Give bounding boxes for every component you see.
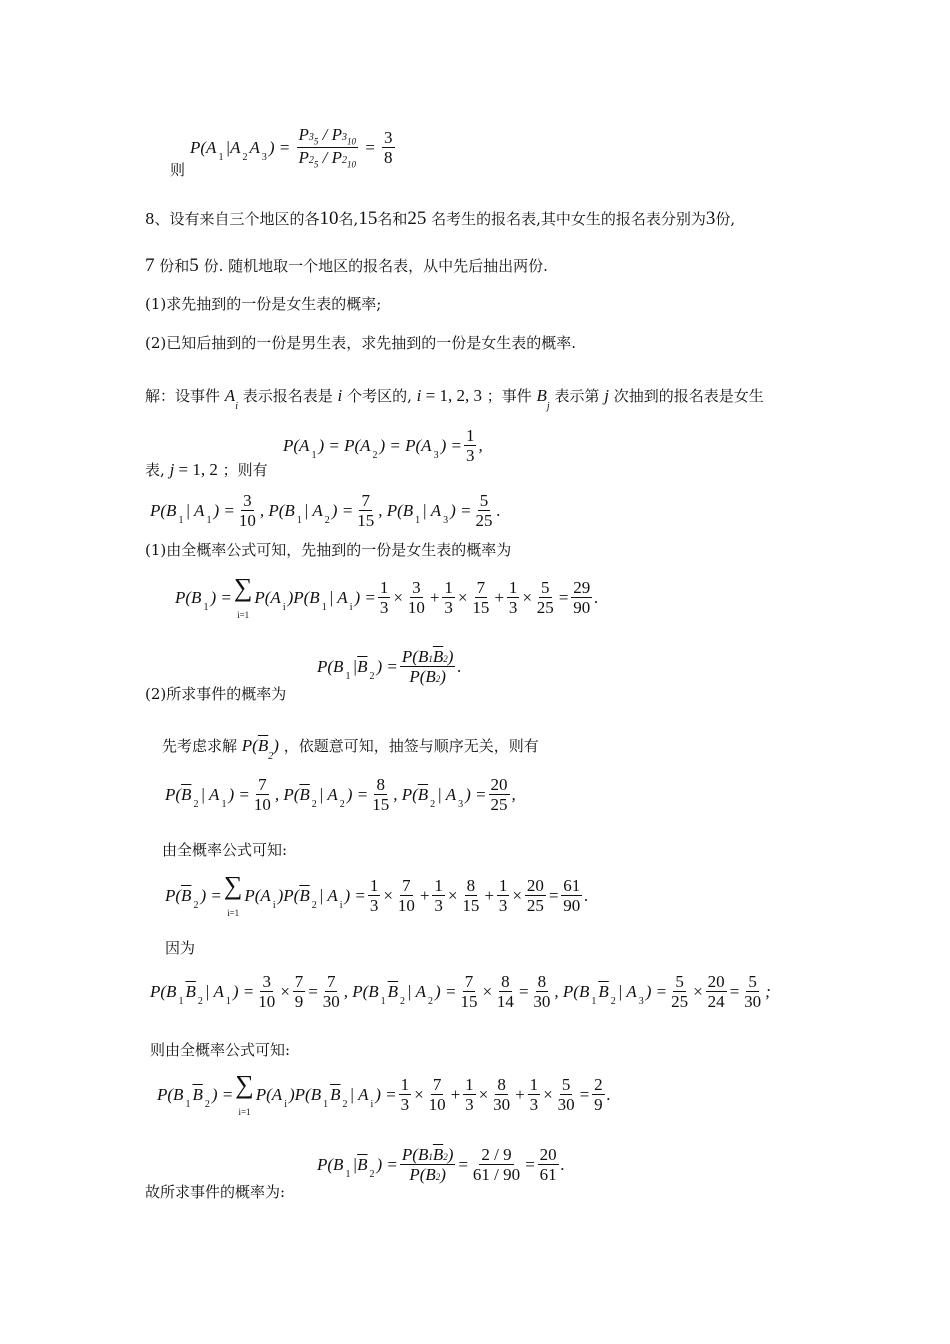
part1-text: (1)由全概率公式可知，先抽到的一份是女生表的概率为 bbox=[145, 541, 512, 559]
then-total-prob: 则由全概率公式可知: bbox=[150, 1041, 291, 1059]
q8-line1: 8、设有来自三个地区的各10名,15名和25 名考生的报名表,其中女生的报名表分别为3份, bbox=[145, 208, 736, 229]
first-consider-line: 先考虑求解 $P(\overline{B}_2)$ ，依题意可知，抽签与顺序无关，则有 bbox=[162, 736, 539, 762]
final-text: 故所求事件的概率为: bbox=[145, 1183, 286, 1201]
solution-line1: 解：设事件 $A_i$ 表示报名表是 i 个考区的, i = 1, 2, 3 ；事件 $B_j$ 表示第 j 次抽到的报名表是女生 bbox=[145, 386, 764, 412]
ze-label: 则 bbox=[170, 161, 186, 179]
formula-total-joint: P(B 1 $\overline{B}$ 2 ) = ∑ i=1 P(A i )P(B 1 $\overline{B}$ 2 | A i ) = $\frac{1}{3}$ × $\frac{7}{10}$ + $\frac{1}{3}$ × $\frac{8}{30}$ + $\frac{1}{3}$ × $\frac{5}{30}$ = $\frac{2}{9}$ . bbox=[157, 1070, 611, 1117]
formula-total-b2bar: P( $\overline{B}$ 2 ) = ∑ i=1 P(A i )P( $\overline{B}$ 2 | A i ) = $\frac{1}{3}$ × $\frac{7}{10}$ + $\frac{1}{3}$ × $\frac{8}{15}$ + $\frac{1}{3}$ × $\frac{20}{25}$ = $\frac{61}{90}$ . bbox=[165, 871, 589, 918]
formula-final: P(B 1 | $\overline{B}$ 2 ) = $\frac{P(B1\overline{B}2)}{P(\overline{B}2)}$ = $\frac{2 / 9}{61 / 90}$ = $\frac{20}{61}$ . bbox=[317, 1145, 565, 1184]
because-label: 因为 bbox=[165, 939, 196, 957]
formula-conditional-b2bar: P( $\overline{B}$ 2 | A 1 ) = $\frac{7}{10}$ , P( $\overline{B}$ 2 | A 2 ) = $\frac{8}{15}$ , P( $\overline{B}$ 2 | A 3 ) = $\frac{20}{25}$ , bbox=[165, 775, 516, 814]
formula-prior: P(A 1 ) = P(A 2 ) = P(A 3 ) = $\frac{1}{3}$ , bbox=[283, 426, 483, 465]
solution-line2: 表, j = 1, 2 ；则有 bbox=[145, 460, 268, 479]
q8-line2: 7 份和5 份. 随机地取一个地区的报名表，从中先后抽出两份. bbox=[145, 255, 548, 276]
formula-conditional-b1: P(B 1 | A 1 ) = $\frac{3}{10}$ , P(B 1 | A 2 ) = $\frac{7}{15}$ , P(B 1 | A 3 ) = $\frac{5}{25}$ . bbox=[150, 491, 501, 530]
formula-bayes: P(B 1 | $\overline{B}$ 2 ) = $\frac{P(B1\overline{B}2)}{P(\overline{B}2)}$ . bbox=[317, 647, 462, 686]
q8-part1: (1)求先抽到的一份是女生表的概率; bbox=[145, 295, 382, 313]
q8-part2: (2)已知后抽到的一份是男生表，求先抽到的一份是女生表的概率. bbox=[145, 334, 577, 352]
formula-joint: P(B 1 $\overline{B}$ 2 | A 1 ) = $\frac{3}{10}$ × $\frac{7}{9}$ = $\frac{7}{30}$ , P(B 1 $\overline{B}$ 2 | A 2 ) = $\frac{7}{15}$ × $\frac{8}{14}$ = $\frac{8}{30}$ , P(B 1 $\overline{B}$ 2 | A 3 ) = $\frac{5}{25}$ × $\frac{20}{24}$ = $\frac{5}{30}$ ; bbox=[150, 972, 771, 1011]
formula-conditional-prob: P(A 1 |A 2 A 3 ) = $\frac{P3_5 / P3_{10}}{P2_5 / P2_{10}}$ = $\frac{3}{8}$ bbox=[190, 125, 393, 170]
formula-total-b1: P(B 1 ) = ∑ i=1 P(A i )P(B 1 | A i ) = $\frac{1}{3}$ × $\frac{3}{10}$ + $\frac{1}{3}$ × $\frac{7}{15}$ + $\frac{1}{3}$ × $\frac{5}{25}$ = $\frac{29}{90}$ . bbox=[175, 573, 599, 620]
by-total-prob-1: 由全概率公式可知: bbox=[162, 841, 288, 859]
part2-text: (2)所求事件的概率为 bbox=[145, 685, 287, 703]
